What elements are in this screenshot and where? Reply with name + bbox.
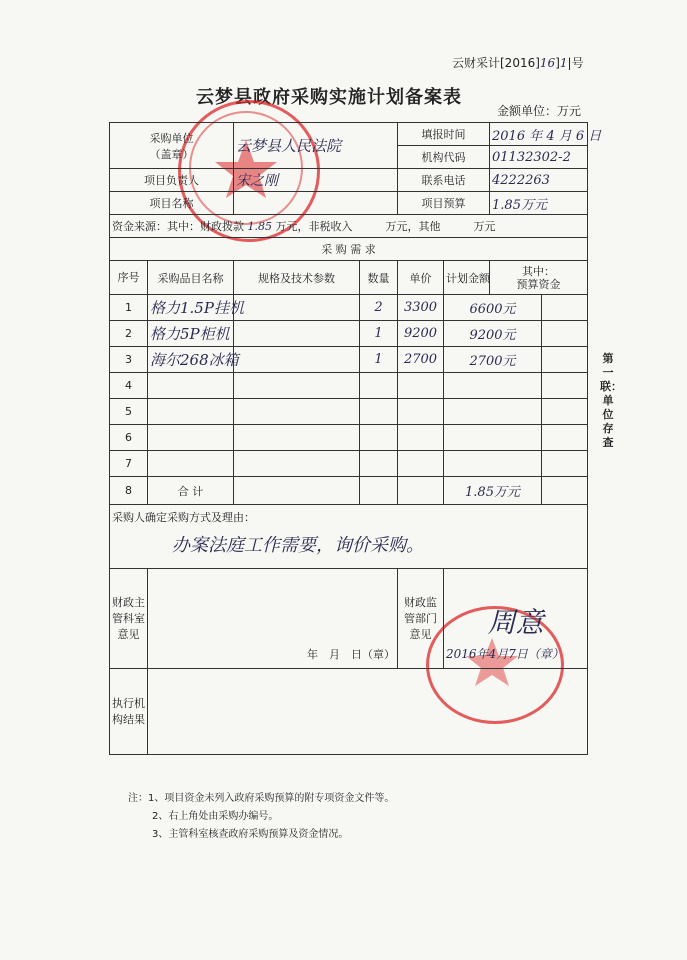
cell-amount[interactable] [444,373,542,399]
project-value-cell[interactable] [234,192,398,215]
cell-spec[interactable] [234,373,360,399]
table-row [110,451,588,477]
funding-fiscal-unit: 万元，非税收入 [275,220,353,233]
cell-budget[interactable] [542,399,588,425]
budget-value: 1.85万元 [492,197,547,213]
cell-spec[interactable] [234,451,360,477]
cell-seq[interactable] [110,373,148,399]
col-qty-header: 数量 [360,261,398,295]
code-value: 01132302-2 [492,149,571,165]
cell-budget[interactable] [542,373,588,399]
table-row [110,399,588,425]
project-label: 项目名称 [110,192,234,215]
finance-date: 年 月 日（章） [307,648,396,661]
finance-label: 财政主管科室意见 [112,595,145,641]
finance-opinion-cell[interactable] [148,569,398,669]
buyer-sub-label: （盖章） [149,147,194,161]
cell-qty[interactable] [360,425,398,451]
finance-label-cell [110,569,148,669]
col-budget-header [490,261,588,295]
unit-note: 金额单位：万元 [497,104,582,118]
phone-value-cell[interactable] [490,169,588,192]
item-value: 格力5P柜机 [150,325,230,343]
cell-spec[interactable] [234,295,360,321]
supervise-signature: 周意 [487,606,544,639]
total-budget [542,477,588,505]
budget-header-bottom: 预算资金 [516,277,561,291]
cell-qty[interactable] [360,373,398,399]
qty-value: 2 [374,300,383,315]
note-1: 注：1、项目资金未列入政府采购预算的附专项资金文件等。 [128,793,395,804]
cell-amount[interactable] [444,295,542,321]
page-title: 云梦县政府采购实施计划备案表 [196,87,462,108]
funding-row [110,215,588,238]
code-label: 机构代码 [398,146,490,169]
amount-value: 9200元 [469,328,516,343]
funding-prefix: 资金来源：其中：财政拨款 [112,220,244,233]
item-value: 海尔268冰箱 [150,351,239,369]
cell-spec[interactable] [234,425,360,451]
amount-value: 2700元 [469,354,516,369]
cell-price[interactable] [398,347,444,373]
exec-label-cell [110,669,148,755]
supervise-date: 2016年4月7日（章） [446,647,564,661]
supervise-label: 财政监管部门意见 [404,595,438,641]
buyer-label: 采购单位 [149,131,194,145]
price-value: 9200 [403,326,438,341]
manager-label: 项目负责人 [110,169,234,192]
cell-item[interactable] [148,321,234,347]
col-item-header: 采购品目名称 [148,261,234,295]
budget-header-top: 其中： [522,264,556,278]
cell-budget[interactable] [542,425,588,451]
needs-title: 采 购 需 求 [110,238,588,261]
total-spec [234,477,360,505]
cell-budget[interactable] [542,451,588,477]
cell-amount[interactable] [444,451,542,477]
method-cell[interactable] [110,505,588,569]
buyer-value-cell[interactable] [234,123,398,169]
phone-value: 4222263 [492,172,550,188]
cell-amount[interactable] [444,321,542,347]
method-label: 采购人确定采购方式及理由： [112,511,255,524]
cell-seq[interactable] [110,295,148,321]
code-value-cell[interactable] [490,146,588,169]
qty-value: 1 [374,326,383,341]
cell-item[interactable] [148,373,234,399]
note-2: 2、右上角处由采购办编号。 [152,811,279,822]
col-spec-header: 规格及技术参数 [234,261,360,295]
cell-price[interactable] [398,399,444,425]
total-label: 合 计 [148,477,234,505]
exec-result-cell[interactable] [148,669,588,755]
col-seq-header: 序号 [110,261,148,295]
cell-seq[interactable] [110,321,148,347]
cell-budget[interactable] [542,321,588,347]
budget-value-cell[interactable] [490,192,588,215]
cell-qty[interactable] [360,321,398,347]
qty-value: 1 [374,352,383,367]
cell-item[interactable] [148,399,234,425]
cell-qty[interactable] [360,347,398,373]
funding-other-unit: 万元 [473,220,496,233]
cell-qty[interactable] [360,451,398,477]
cell-qty[interactable] [360,399,398,425]
cell-seq[interactable] [110,425,148,451]
item-value: 格力1.5P挂机 [150,299,244,317]
cell-price[interactable] [398,373,444,399]
cell-item[interactable] [148,425,234,451]
cell-item[interactable] [148,451,234,477]
supervise-label-cell [398,569,444,669]
col-amount-header: 计划金额 [444,261,490,295]
seq-value: 4 [125,379,132,392]
cell-spec[interactable] [234,347,360,373]
cell-amount[interactable] [444,425,542,451]
seq-value: 3 [125,353,132,366]
doc-number-suffix: 1 [559,56,568,70]
cell-price[interactable] [398,321,444,347]
method-value: 办案法庭工作需要，询价采购。 [172,535,424,556]
table-row [110,347,588,373]
seq-value: 7 [125,457,132,470]
cell-amount[interactable] [444,399,542,425]
amount-value: 6600元 [469,302,516,317]
doc-number-mid: 16 [539,56,556,70]
total-qty [360,477,398,505]
funding-nontax-unit: 万元，其他 [385,220,441,233]
seq-value: 5 [125,405,132,418]
buyer-label-cell [110,123,234,169]
note-3: 3、主管科室核查政府采购预算及资金情况。 [152,829,349,840]
seq-value: 1 [125,301,132,314]
cell-spec[interactable] [234,321,360,347]
cell-price[interactable] [398,425,444,451]
seq-value: 2 [125,327,132,340]
filing-table [109,122,602,755]
date-value: 2016 年 4 月 6 日 [492,128,602,144]
buyer-value: 云梦县人民法院 [236,137,342,155]
funding-fiscal: 1.85 [247,220,272,233]
manager-value: 宋之刚 [236,173,278,189]
seq-value: 6 [125,431,132,444]
total-seq: 8 [110,477,148,505]
supervise-opinion-cell[interactable] [444,569,588,669]
total-amount: 1.85万元 [465,485,520,500]
doc-number-prefix: 云财采计[2016] [452,56,540,70]
item-rows [110,295,588,477]
date-value-cell[interactable] [490,123,602,146]
table-row [110,373,588,399]
cell-budget[interactable] [542,347,588,373]
cell-price[interactable] [398,451,444,477]
cell-seq[interactable] [110,347,148,373]
doc-number-end: 号 [571,56,584,70]
price-value: 3300 [403,300,438,315]
cell-price[interactable] [398,295,444,321]
date-label: 填报时间 [398,123,490,146]
total-price [398,477,444,505]
cell-amount[interactable] [444,347,542,373]
budget-label: 项目预算 [398,192,490,215]
phone-label: 联系电话 [398,169,490,192]
copy-label: 第一联：单位存查 [600,352,622,449]
col-price-header: 单价 [398,261,444,295]
cell-seq[interactable] [110,451,148,477]
table-row [110,425,588,451]
table-row [110,295,588,321]
total-amount-cell[interactable] [444,477,542,505]
table-row [110,321,588,347]
manager-value-cell[interactable] [234,169,398,192]
cell-item[interactable] [148,295,244,321]
notes [128,790,394,844]
cell-spec[interactable] [234,399,360,425]
cell-seq[interactable] [110,399,148,425]
cell-budget[interactable] [542,295,588,321]
cell-qty[interactable] [360,295,398,321]
doc-number: 云财采计[2016]16]1|号 [452,56,584,70]
exec-label: 执行机构结果 [112,696,145,726]
cell-item[interactable] [148,347,239,373]
price-value: 2700 [403,352,438,367]
